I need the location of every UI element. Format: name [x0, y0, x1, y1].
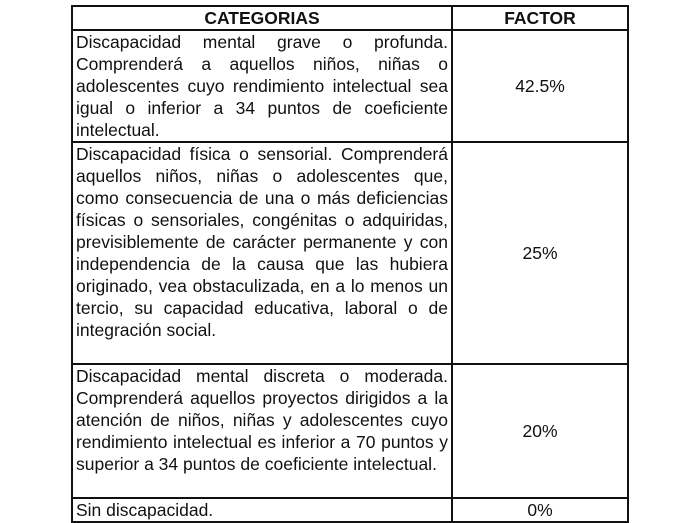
header-factor: FACTOR — [452, 6, 628, 30]
category-cell: Discapacidad física o sensorial. Comprenderá aquellos niños, niñas o adolescentes que, como consecuencia de una o más deficiencias físicas o sensoriales, congénitas o adquiridas, previsiblemente de carácter permanente y con independencia de la causa que las hubiera originado, vea obstaculizada, en a lo menos un tercio, su capacidad educativa, laboral o de integración social. — [72, 142, 452, 364]
categories-factor-table — [71, 5, 629, 523]
table-header-row — [72, 6, 628, 30]
header-categorias: CATEGORIAS — [72, 6, 452, 30]
table-row — [72, 30, 628, 142]
factor-cell: 0% — [452, 498, 628, 522]
category-cell: Discapacidad mental grave o profunda. Comprenderá a aquellos niños, niñas o adolescentes cuyo rendimiento intelectual sea igual o inferior a 34 puntos de coeficiente intelectual. — [72, 30, 452, 142]
factor-cell: 42.5% — [452, 30, 628, 142]
category-cell: Discapacidad mental discreta o moderada. Comprenderá aquellos proyectos dirigidos a la atención de niños, niñas y adolescentes cuyo rendimiento intelectual es inferior a 70 puntos y superior a 34 puntos de coeficiente intelectual. — [72, 364, 452, 498]
category-cell: Sin discapacidad. — [72, 498, 452, 522]
table-row — [72, 498, 628, 522]
table-row — [72, 142, 628, 364]
factor-cell: 20% — [452, 364, 628, 498]
table-row — [72, 364, 628, 498]
factor-cell: 25% — [452, 142, 628, 364]
